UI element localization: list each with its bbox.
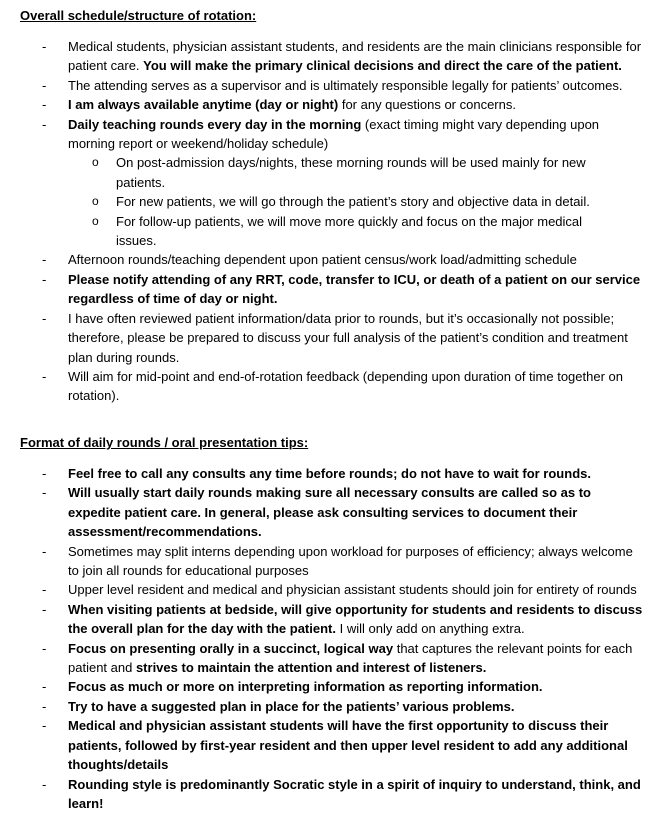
dash-bullet: - (42, 640, 47, 656)
rounds-tip-item (0, 677, 664, 696)
sub-list-item (0, 212, 664, 251)
schedule-item (0, 76, 664, 95)
bold-text: Please notify attending of any RRT, code, transfer to ICU, or death of a patient on our service regardless of time of day or night. (68, 271, 641, 307)
item-text: for any questions or concerns. (338, 97, 516, 113)
section-heading-rounds: Format of daily rounds / oral presentation tips: (20, 435, 309, 450)
schedule-item (0, 270, 664, 309)
dash-bullet: - (42, 543, 47, 559)
item-text: Afternoon rounds/teaching dependent upon patient census/work load/admitting schedule (68, 252, 577, 268)
bold-text: Try to have a suggested plan in place for the patients’ various problems. (68, 698, 515, 714)
rounds-tips-list (0, 464, 664, 813)
schedule-item (0, 367, 664, 406)
item-text: The attending serves as a supervisor and is ultimately responsible legally for patients’ outcomes. (68, 77, 623, 93)
dash-bullet: - (42, 698, 47, 714)
section-heading-schedule: Overall schedule/structure of rotation: (20, 8, 257, 23)
sub-list-item (0, 192, 664, 211)
sub-item-text: For follow-up patients, we will move more quickly and focus on the major medical issues. (116, 213, 583, 249)
schedule-item (0, 37, 664, 76)
bold-text: I am always available anytime (day or night) (68, 97, 339, 113)
bold-text: Daily teaching rounds every day in the morning (68, 116, 362, 132)
dash-bullet: - (42, 39, 47, 54)
bold-text: Medical and physician assistant students will have the first opportunity to discuss their patients, followed by first-year resident and then upper level resident to add any additional thoughts/details (68, 718, 628, 773)
item-text: I will only add on anything extra. (335, 621, 525, 637)
rounds-tip-item (0, 639, 664, 678)
dash-bullet: - (42, 582, 47, 598)
dash-bullet: - (42, 116, 47, 132)
circle-bullet: o (92, 155, 99, 170)
sub-item-text: For new patients, we will go through the patient’s story and objective data in detail. (116, 194, 590, 210)
dash-bullet: - (42, 271, 47, 287)
dash-bullet: - (42, 601, 47, 617)
rounds-tip-item (0, 716, 664, 774)
bold-text: strives to maintain the attention and interest of listeners. (135, 660, 487, 676)
bold-text: Rounding style is predominantly Socratic style in a spirit of inquiry to understand, think, and learn! (68, 776, 641, 811)
circle-bullet: o (92, 194, 99, 209)
item-text: Medical students, physician assistant students, and residents are the main clinicians responsible for patient care. (68, 39, 642, 74)
bold-text: When visiting patients at bedside, will give opportunity for students and residents to discuss the overall plan for the day with the patient. (68, 601, 643, 637)
schedule-item (0, 250, 664, 269)
rounds-tip-item (0, 464, 664, 483)
dash-bullet: - (42, 679, 47, 695)
item-text: (exact timing might vary depending upon morning report or weekend/holiday schedule) (68, 116, 600, 152)
item-text: Upper level resident and medical and physician assistant students should join for entirety of rounds (68, 582, 637, 598)
circle-bullet: o (92, 213, 99, 228)
dash-bullet: - (42, 97, 47, 113)
schedule-item (0, 95, 664, 114)
dash-bullet: - (42, 310, 47, 326)
schedule-item (0, 309, 664, 367)
dash-bullet: - (42, 485, 47, 501)
dash-bullet: - (42, 776, 47, 792)
dash-bullet: - (42, 466, 47, 481)
rounds-tip-item (0, 580, 664, 599)
item-text: Sometimes may split interns depending upon workload for purposes of efficiency; always welcome to join all rounds for educational purposes (68, 543, 633, 579)
bold-text: Focus on presenting orally in a succinct, logical way (68, 640, 394, 656)
dash-bullet: - (42, 718, 47, 734)
rounds-tip-item (0, 483, 664, 541)
schedule-list (0, 37, 664, 406)
sub-list-item (0, 153, 664, 192)
dash-bullet: - (42, 252, 47, 268)
bold-text: Feel free to call any consults any time before rounds; do not have to wait for rounds. (68, 466, 591, 481)
rounds-tip-item (0, 775, 664, 814)
rounds-tip-item (0, 542, 664, 581)
sub-list (0, 153, 664, 250)
schedule-item (0, 115, 664, 251)
dash-bullet: - (42, 77, 47, 93)
sub-item-text: On post-admission days/nights, these morning rounds will be used mainly for new patients. (116, 155, 586, 190)
dash-bullet: - (42, 368, 47, 384)
rounds-tip-item (0, 600, 664, 639)
item-text: I have often reviewed patient information/data prior to rounds, but it’s occasionally not possible; therefore, please be prepared to discuss your full analysis of the patient’s condition and treatment plan during rounds. (68, 310, 628, 365)
bold-text: You will make the primary clinical decisions and direct the care of the patient. (143, 58, 622, 74)
bold-text: Will usually start daily rounds making sure all necessary consults are called so as to expedite patient care. In general, please ask consulting services to document their assessment/recommendations. (68, 485, 591, 540)
item-text: Will aim for mid-point and end-of-rotation feedback (depending upon duration of time together on rotation). (68, 368, 623, 404)
item-text: that captures the relevant points for each patient and (68, 640, 633, 676)
bold-text: Focus as much or more on interpreting information as reporting information. (68, 679, 543, 695)
rounds-tip-item (0, 697, 664, 716)
